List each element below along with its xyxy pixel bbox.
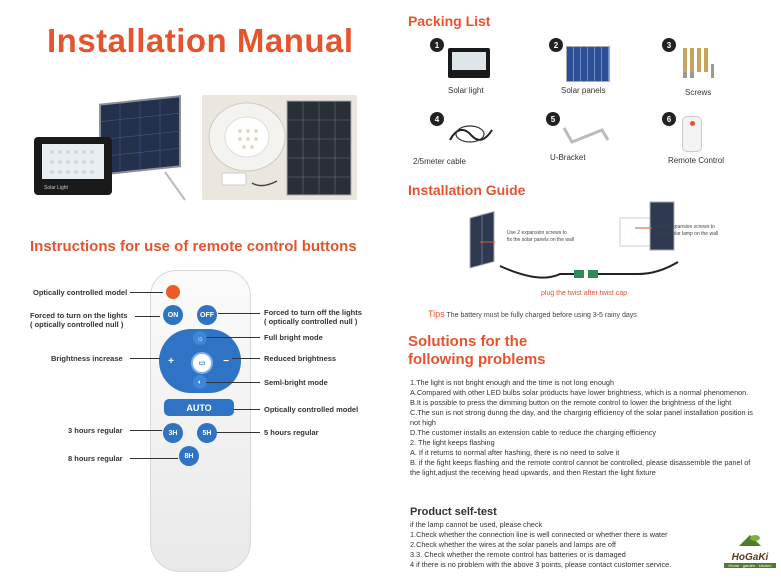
tips-line	[428, 309, 637, 319]
brand-name: HoGaKi	[731, 552, 769, 563]
timer-8h-button[interactable]: 8H	[179, 446, 199, 466]
self-test-line: 1.Check whether the connection line is well connected or whether there is water	[410, 530, 668, 539]
ceiling-lamp-illustration	[202, 95, 357, 200]
self-test-line: 2.Check whether the wires at the solar panels and lamps are off	[410, 540, 616, 549]
leader-line	[130, 458, 178, 459]
self-test-text	[410, 520, 720, 570]
label-optical-model-left: Optically controlled model	[33, 288, 128, 297]
leader-line	[206, 382, 260, 383]
label-5-hours: 5 hours regular	[264, 428, 319, 437]
center-button[interactable]: ▭	[191, 352, 213, 374]
label-3-hours: 3 hours regular	[68, 426, 123, 435]
u-bracket-image	[562, 120, 610, 146]
installation-guide-heading: Installation Guide	[408, 182, 526, 198]
brand-logo	[724, 530, 776, 574]
label-semi-bright: Seml-bright mode	[264, 378, 328, 387]
solar-panel-image	[566, 46, 610, 82]
house-leaf-icon	[735, 530, 765, 548]
floodlight-illustration	[30, 92, 190, 202]
solution-line: 1.The light is not bright enough and the time is not long enough	[410, 378, 615, 387]
packing-item-number: 4	[430, 112, 444, 126]
leader-line	[130, 358, 160, 359]
leader-line	[218, 313, 260, 314]
label-turn-on: Forced to turn on the lights ( optically controlled null )	[30, 311, 128, 329]
install-note-panels: Use 2 expansion screws to fix the solar panels on the wall	[507, 230, 574, 243]
packing-item-label: U-Bracket	[550, 153, 586, 162]
install-note-lamp: Use 2 expansion screws to fix the solar lamp on the wall	[655, 224, 719, 237]
remote-control-image	[682, 116, 702, 152]
self-test-heading: Product self-test	[410, 506, 497, 518]
packing-item-label: Solar light	[448, 86, 484, 95]
floodlight-photo	[30, 92, 190, 202]
timer-5h-button[interactable]: 5H	[197, 423, 217, 443]
packing-list-heading: Packing List	[408, 13, 491, 29]
solution-line: B. if the fight keeps flashing and the remote control cannot be controlled, please disassemble the panel of the light,adjust the receiving head upwards, and then Restart the light fixture	[410, 458, 751, 477]
solar-light-image	[448, 48, 490, 78]
semi-bright-button[interactable]: ◐	[193, 375, 207, 389]
full-bright-button[interactable]: ☼	[193, 331, 207, 345]
packing-item-label: 2/5meter cable	[413, 157, 466, 166]
leader-line	[130, 430, 162, 431]
packing-item-number: 2	[549, 38, 563, 52]
leader-line	[217, 432, 260, 433]
leader-line	[206, 337, 260, 338]
solution-line: C.The sun is not strong dunng the day, and the charging efficiency of the solar panel installation position is not high	[410, 408, 753, 427]
self-test-line: if the lamp cannot be used, please check	[410, 520, 543, 529]
leader-line	[234, 409, 260, 410]
auto-button[interactable]: AUTO	[164, 399, 234, 416]
solutions-heading	[408, 333, 546, 369]
remote-instructions-heading: Instructions for use of remote control buttons	[30, 238, 357, 255]
product-label-text: Solar Light	[44, 185, 68, 191]
solution-line: A. If it returns to normal after hashing, there is no need to solve it	[410, 448, 620, 457]
label-brightness-increase: Brightness increase	[51, 354, 123, 363]
packing-item-label: Solar panels	[561, 86, 606, 95]
screws-image	[680, 44, 720, 80]
brand-tagline: Home · garden · kitchen	[724, 563, 776, 568]
ceiling-lamp-photo	[202, 95, 357, 200]
solutions-heading-line2: following problems	[408, 351, 546, 368]
solution-line: 2. The light keeps flashing	[410, 438, 495, 447]
remote-control	[150, 270, 251, 572]
label-full-bright: Full bright mode	[264, 333, 323, 342]
label-8-hours: 8 hours regular	[68, 454, 123, 463]
optical-mode-button[interactable]	[166, 285, 180, 299]
leader-line	[232, 358, 260, 359]
solutions-text	[410, 378, 760, 478]
timer-3h-button[interactable]: 3H	[163, 423, 183, 443]
brightness-decrease-button[interactable]: −	[223, 355, 229, 367]
packing-item-label: Remote Control	[668, 156, 725, 165]
self-test-line: 3.3. Check whether the remote control has batteries or is damaged	[410, 550, 626, 559]
label-reduced-brightness: Reduced brightness	[264, 354, 337, 363]
label-turn-off: Forced to turn off the lights ( optically controlled null )	[264, 308, 362, 326]
leader-line	[130, 292, 163, 293]
solution-line: D.The customer installs an extension cable to reduce the charging efficiency	[410, 428, 657, 437]
solutions-heading-line1: Solutions for the	[408, 333, 528, 350]
packing-item-number: 1	[430, 38, 444, 52]
solution-line: A.Compared with other LED bulbs solar products have lower brightness, which is a normal phenomenon.	[410, 388, 749, 397]
packing-item-label: Screws	[685, 88, 712, 97]
solution-line: B.It is possible to press the dimming button on the remote control to lower the brightness of the light	[410, 398, 732, 407]
brightness-increase-button[interactable]: +	[168, 355, 174, 367]
self-test-line: 4 if there is no problem with the above 3 points, please contact customer service.	[410, 560, 672, 569]
packing-item-number: 3	[662, 38, 676, 52]
cable-image	[446, 120, 496, 148]
leader-line	[135, 316, 160, 317]
packing-item-number: 6	[662, 112, 676, 126]
off-button[interactable]: OFF	[197, 305, 217, 325]
on-button[interactable]: ON	[163, 305, 183, 325]
packing-item-number: 5	[546, 112, 560, 126]
plug-note: plug the twist after twist cap	[541, 290, 627, 297]
page-title: Installation Manual	[47, 22, 354, 59]
label-optical-model-right: Optically controlled model	[264, 405, 359, 414]
tips-text: The battery must be fully charged before using 3-5 rainy days	[446, 312, 637, 319]
tips-label: Tips	[428, 309, 445, 319]
